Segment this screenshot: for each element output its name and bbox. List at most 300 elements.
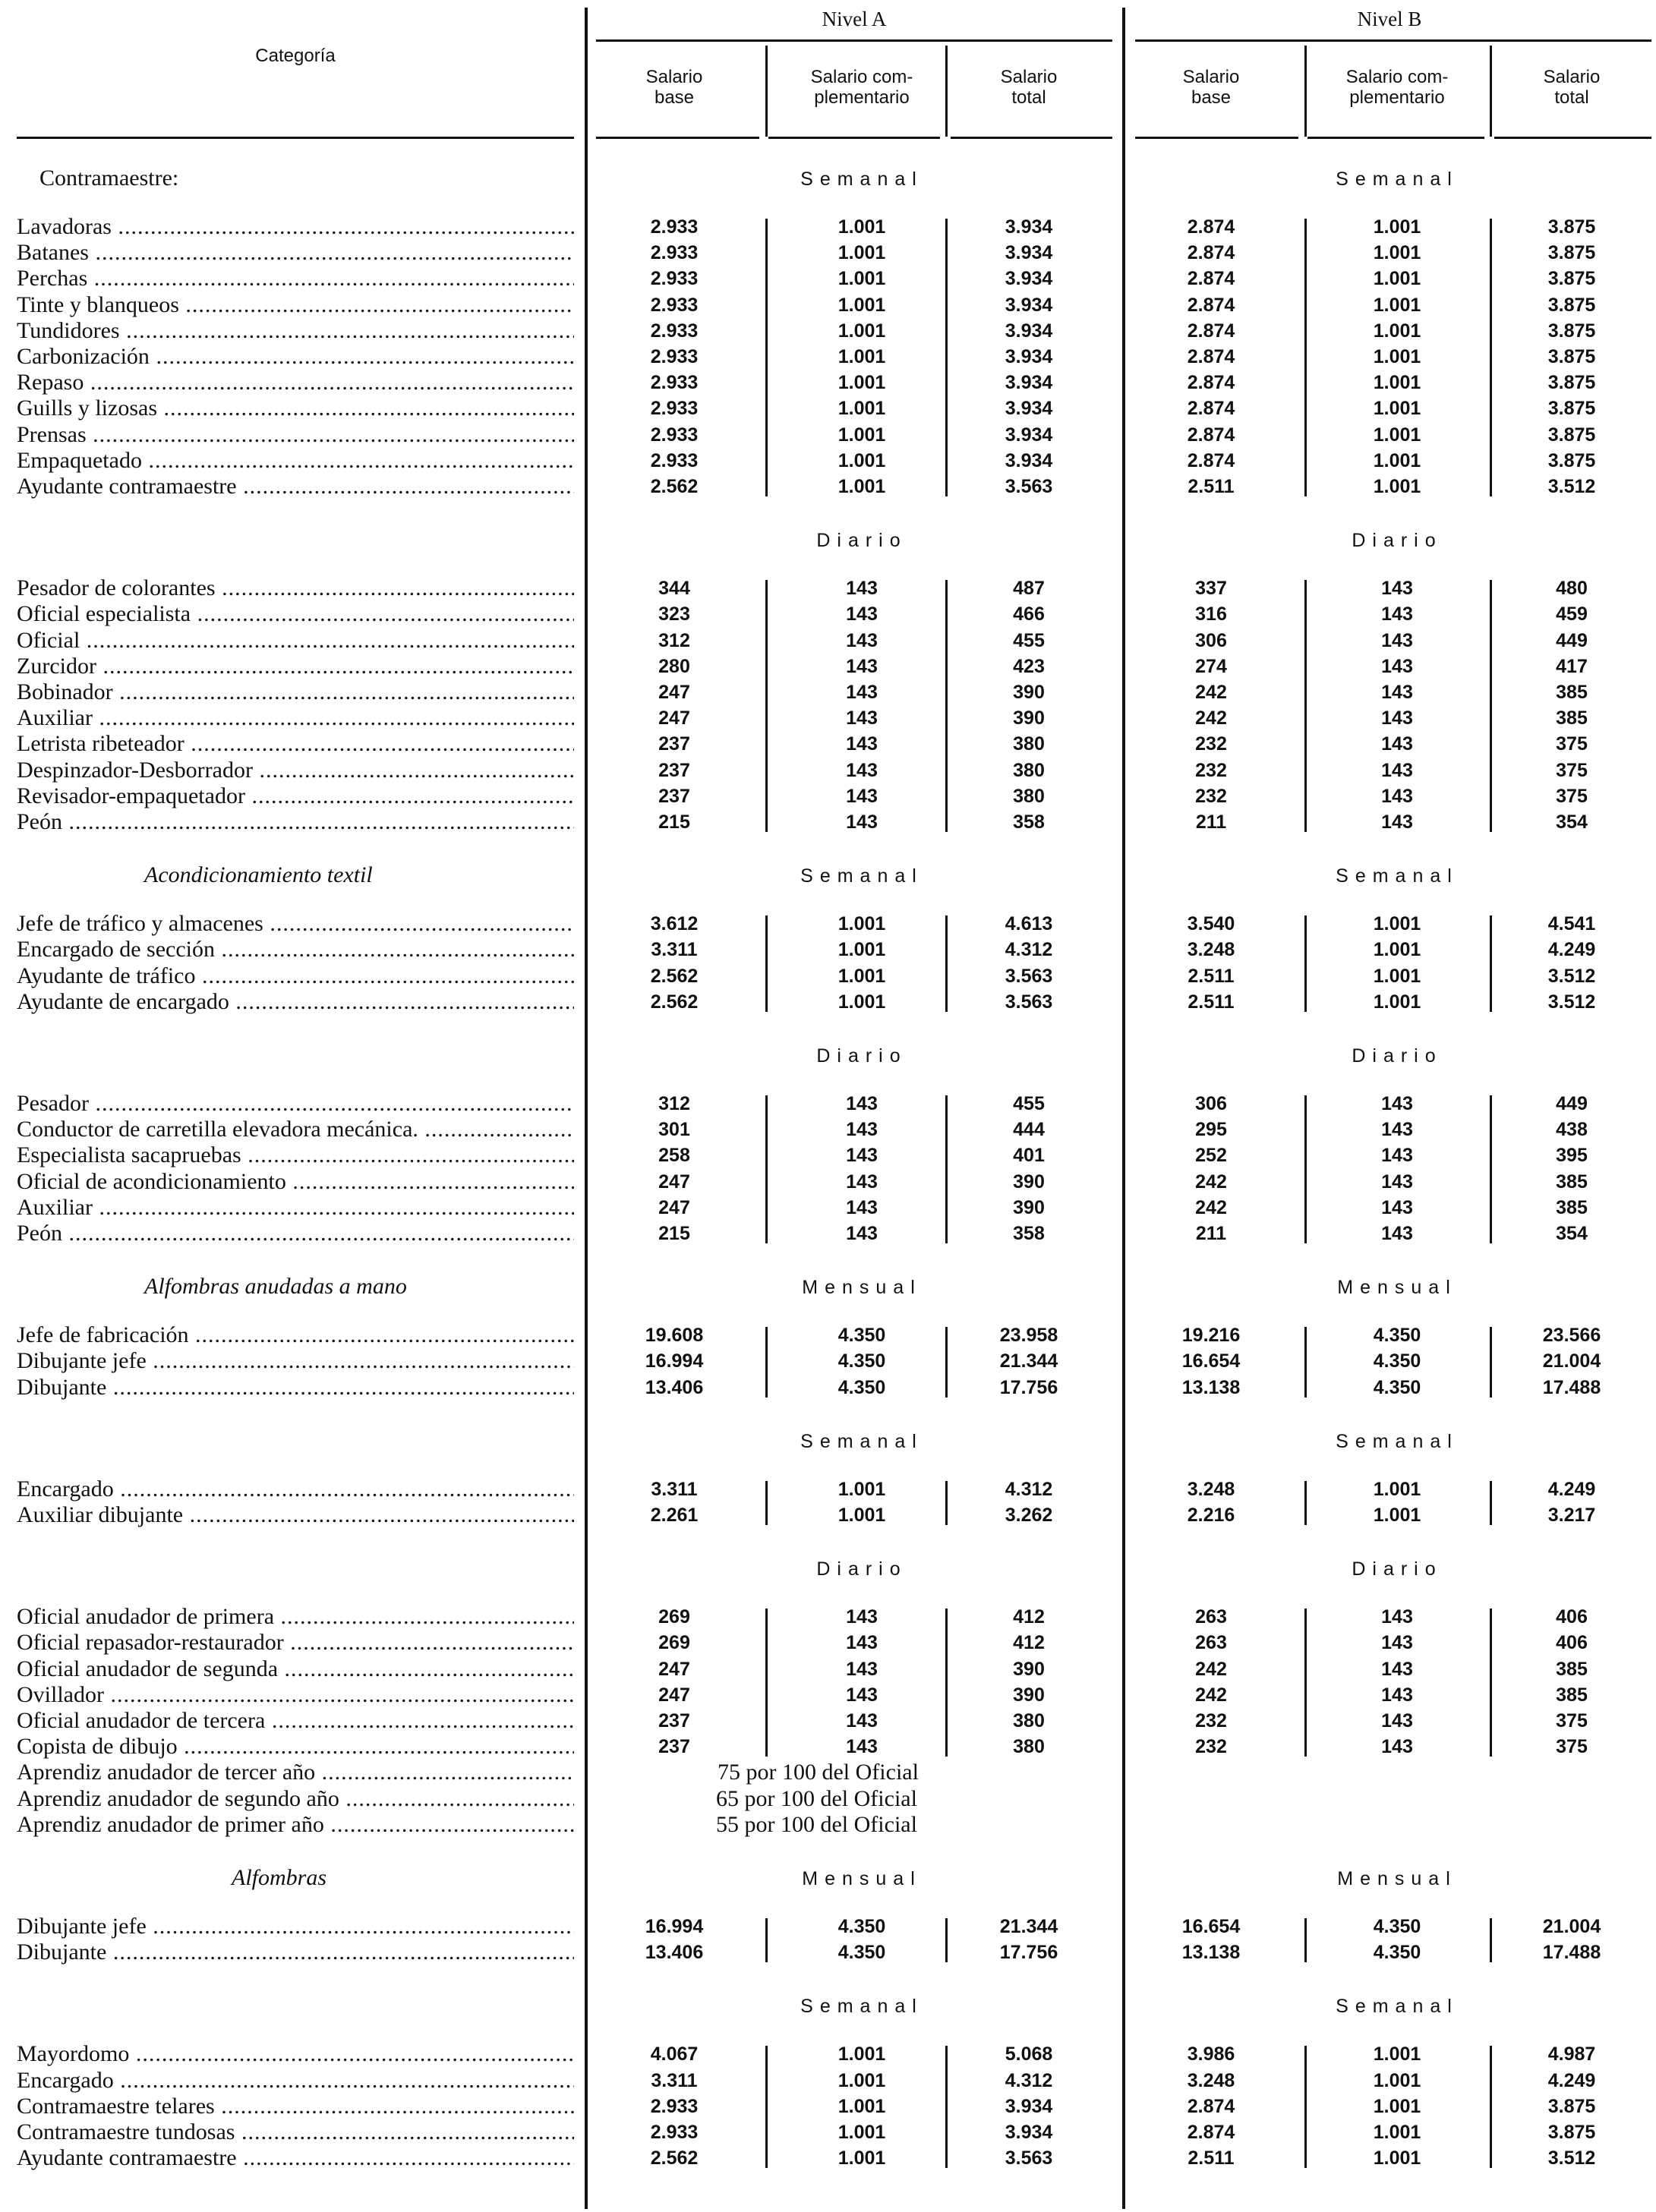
salary-value: 242 [1195,682,1227,703]
salary-value: 354 [1556,811,1588,833]
salary-value: 4.312 [1005,939,1053,961]
salary-value: 16.654 [1181,1350,1241,1372]
salary-value: 17.756 [999,1376,1058,1398]
salary-value: 143 [846,1223,878,1244]
period-label-nivel-a: Mensual [802,1277,922,1299]
salary-value: 2.874 [1187,346,1235,367]
category-label: Repaso ..... [17,370,574,395]
salary-value: 1.001 [837,2147,886,2169]
salary-value: 143 [846,1658,878,1680]
salary-value: 2.874 [1187,424,1235,446]
salary-value: 2.933 [650,320,699,342]
salary-value: 1.001 [1373,242,1421,264]
salary-value: 1.001 [837,294,886,316]
category-label: Jefe de fabricación ..... [17,1322,574,1348]
salary-value: 13.406 [645,1942,704,1964]
salary-value: 1.001 [837,2095,886,2117]
header-bottom-rule-2 [951,137,1112,139]
salary-value: 2.933 [650,216,699,238]
header-bottom-rule-0 [596,137,759,139]
category-label: Ayudante de tráfico ..... [17,963,574,989]
salary-value: 3.934 [1005,242,1053,264]
salary-value: 1.001 [837,965,886,987]
salary-value: 295 [1195,1119,1227,1141]
salary-value: 1.001 [1373,2095,1421,2117]
salary-value: 143 [1381,629,1413,651]
salary-value: 3.875 [1547,2122,1596,2143]
salary-value: 3.875 [1547,449,1596,471]
salary-value: 143 [1381,655,1413,677]
salary-value: 3.512 [1547,991,1596,1013]
categoria-header: Categoría [255,46,336,66]
salary-value: 232 [1195,785,1227,807]
column-divider [945,915,948,1012]
salary-value: 385 [1556,1171,1588,1193]
salary-value: 375 [1556,1736,1588,1758]
period-label-nivel-a: Semanal [800,1996,923,2018]
column-divider [945,219,948,496]
header-bottom-rule-1 [768,137,940,139]
apprentice-label: Aprendiz anudador de primer año ..... [17,1812,574,1838]
category-label: Prensas ..... [17,422,574,448]
salary-value: 2.562 [650,476,699,497]
salary-value: 3.248 [1187,1478,1235,1500]
salary-value: 3.875 [1547,320,1596,342]
salary-value: 380 [1013,1710,1045,1731]
salary-value: 274 [1195,655,1227,677]
column-divider [1490,1481,1492,1525]
salary-value: 412 [1013,1632,1045,1654]
column-divider [945,1327,948,1397]
salary-value: 143 [846,1684,878,1706]
salary-value: 358 [1013,1223,1045,1244]
column-divider [765,1918,768,1962]
salary-value: 380 [1013,1736,1045,1758]
column-divider [765,1095,768,1243]
salary-value: 1.001 [837,2043,886,2065]
salary-value: 21.004 [1542,1350,1601,1372]
salary-value: 1.001 [837,2069,886,2091]
salary-value: 143 [1381,1606,1413,1628]
salary-value: 143 [1381,1196,1413,1218]
salary-value: 375 [1556,733,1588,755]
salary-value: 143 [1381,1736,1413,1758]
category-label: Revisador-empaquetador ..... [17,783,574,809]
salary-value: 232 [1195,733,1227,755]
salary-value: 4.350 [837,1916,886,1937]
salary-value: 449 [1556,629,1588,651]
category-label: Oficial anudador de tercera ..... [17,1708,574,1734]
salary-value: 390 [1013,1171,1045,1193]
salary-value: 3.934 [1005,398,1053,420]
salary-value: 17.488 [1542,1376,1601,1398]
column-divider [1490,1918,1492,1962]
salary-value: 232 [1195,1710,1227,1731]
salary-value: 1.001 [837,913,886,935]
column-divider [1304,915,1307,1012]
category-label: Perchas ..... [17,266,574,291]
salary-value: 3.512 [1547,965,1596,987]
salary-value: 143 [846,629,878,651]
header-bottom-rule-4 [1307,137,1484,139]
salary-value: 143 [846,811,878,833]
salary-value: 143 [1381,1223,1413,1244]
salary-value: 390 [1013,682,1045,703]
salary-value: 406 [1556,1632,1588,1654]
salary-value: 337 [1195,578,1227,600]
salary-value: 1.001 [1373,2069,1421,2091]
nivel-b-salario-complementario-header: Salario com- plementario [1345,67,1449,108]
salary-value: 2.874 [1187,449,1235,471]
salary-value: 3.311 [651,1478,698,1500]
salary-value: 237 [658,1736,690,1758]
category-label: Auxiliar ..... [17,705,574,731]
category-label: Oficial repasador-restaurador ..... [17,1630,574,1656]
salary-value: 1.001 [837,449,886,471]
salary-value: 211 [1195,811,1227,833]
salary-value: 1.001 [1373,2147,1421,2169]
salary-value: 306 [1195,1093,1227,1114]
salary-value: 1.001 [1373,268,1421,290]
salary-value: 23.958 [999,1325,1058,1347]
category-label: Empaquetado ..... [17,448,574,474]
category-label: Zurcidor ..... [17,654,574,679]
salary-value: 242 [1195,707,1227,729]
category-label: Pesador ..... [17,1091,574,1117]
salary-value: 1.001 [1373,449,1421,471]
salary-value: 1.001 [1373,1505,1421,1526]
salary-value: 143 [1381,1632,1413,1654]
period-label-nivel-b: Semanal [1336,169,1459,190]
salary-value: 143 [1381,1710,1413,1731]
salary-value: 3.934 [1005,320,1053,342]
category-label: Peón ..... [17,1221,574,1246]
salary-value: 242 [1195,1684,1227,1706]
nivel-a-rule [596,39,1112,42]
category-label: Copista de dibujo ..... [17,1734,574,1760]
salary-value: 385 [1556,1658,1588,1680]
salary-value: 438 [1556,1119,1588,1141]
salary-value: 312 [658,629,690,651]
salary-value: 395 [1556,1145,1588,1167]
salary-value: 237 [658,1710,690,1731]
salary-value: 3.311 [651,2069,698,2091]
column-divider [765,1327,768,1397]
salary-value: 143 [846,1606,878,1628]
salary-value: 3.875 [1547,268,1596,290]
salary-value: 211 [1195,1223,1227,1244]
salary-value: 4.350 [837,1325,886,1347]
salary-value: 143 [1381,1119,1413,1141]
salary-value: 1.001 [837,2122,886,2143]
column-divider [1304,1481,1307,1525]
salary-value: 2.933 [650,2095,699,2117]
salary-value: 1.001 [837,216,886,238]
salary-value: 143 [846,759,878,781]
salary-value: 13.138 [1181,1376,1241,1398]
salary-value: 390 [1013,1658,1045,1680]
salary-value: 4.987 [1547,2043,1596,2065]
nivel-a-salario-complementario-header: Salario com- plementario [810,67,913,108]
category-label: Oficial anudador de segunda ..... [17,1656,574,1682]
salary-value: 3.934 [1005,449,1053,471]
salary-value: 2.562 [650,2147,699,2169]
apprentice-percentage: 75 por 100 del Oficial [718,1760,919,1785]
salary-value: 143 [1381,682,1413,703]
category-label: Mayordomo ..... [17,2041,574,2067]
salary-value: 3.612 [650,913,699,935]
category-label: Carbonización ..... [17,344,574,370]
column-divider [1304,219,1307,496]
salary-value: 16.654 [1181,1916,1241,1937]
column-divider [945,580,948,832]
salary-value: 385 [1556,682,1588,703]
salary-value: 2.874 [1187,216,1235,238]
column-divider [1304,1095,1307,1243]
header-bottom-rule-categoria [17,137,574,139]
salary-value: 312 [658,1093,690,1114]
column-divider [1304,1327,1307,1397]
category-label: Despinzador-Desborrador ..... [17,758,574,783]
column-divider [765,915,768,1012]
salary-value: 459 [1556,603,1588,625]
salary-value: 5.068 [1005,2043,1053,2065]
salary-value: 1.001 [1373,320,1421,342]
salary-value: 375 [1556,785,1588,807]
salary-value: 2.933 [650,2122,699,2143]
salary-value: 143 [846,1710,878,1731]
salary-value: 2.933 [650,242,699,264]
salary-value: 380 [1013,759,1045,781]
salary-value: 143 [1381,578,1413,600]
category-label: Oficial ..... [17,628,574,654]
category-label: Tinte y blanqueos ..... [17,292,574,318]
salary-value: 143 [846,1196,878,1218]
salary-value: 1.001 [1373,294,1421,316]
salary-value: 417 [1556,655,1588,677]
salary-value: 269 [658,1632,690,1654]
salary-value: 242 [1195,1196,1227,1218]
salary-value: 2.261 [650,1505,699,1526]
section-title: Acondicionamiento textil [144,862,373,888]
salary-value: 375 [1556,759,1588,781]
salary-value: 143 [846,733,878,755]
salary-value: 1.001 [837,346,886,367]
category-label: Conductor de carretilla elevadora mecánica. ..... [17,1117,574,1142]
salary-value: 247 [658,1658,690,1680]
salary-value: 3.934 [1005,346,1053,367]
salary-value: 1.001 [837,939,886,961]
category-label: Guills y lizosas ..... [17,395,574,421]
salary-value: 1.001 [1373,398,1421,420]
salary-value: 1.001 [1373,346,1421,367]
salary-value: 4.541 [1547,913,1596,935]
salary-value: 3.875 [1547,216,1596,238]
column-divider [1490,580,1492,832]
salary-value: 4.350 [1373,1325,1421,1347]
column-divider [1304,1918,1307,1962]
salary-value: 2.874 [1187,294,1235,316]
salary-value: 316 [1195,603,1227,625]
category-label: Oficial especialista ..... [17,601,574,627]
salary-value: 1.001 [1373,939,1421,961]
salary-value: 2.511 [1188,965,1235,987]
salary-value: 2.933 [650,398,699,420]
salary-value: 1.001 [837,268,886,290]
level-divider [1122,8,1125,2209]
period-label-nivel-b: Mensual [1337,1277,1457,1299]
salary-value: 3.512 [1547,476,1596,497]
salary-value: 280 [658,655,690,677]
salary-value: 1.001 [1373,2122,1421,2143]
salary-value: 143 [846,682,878,703]
salary-value: 1.001 [837,398,886,420]
salary-value: 1.001 [837,372,886,394]
nivel-a-salario-base-header: Salario base [645,67,703,108]
salary-value: 143 [1381,785,1413,807]
salary-value: 3.540 [1187,913,1235,935]
salary-value: 3.262 [1005,1505,1053,1526]
period-label-nivel-a: Diario [816,530,907,552]
salary-value: 4.067 [650,2043,699,2065]
column-divider [1304,1609,1307,1757]
salary-value: 13.406 [645,1376,704,1398]
category-label: Tundidores ..... [17,318,574,344]
salary-value: 390 [1013,1684,1045,1706]
salary-value: 13.138 [1181,1942,1241,1964]
salary-value: 4.350 [837,1942,886,1964]
column-divider [1304,580,1307,832]
header-col-divider-0 [765,46,768,137]
salary-value: 390 [1013,1196,1045,1218]
category-label: Dibujante ..... [17,1939,574,1965]
salary-value: 2.511 [1188,476,1235,497]
period-label-nivel-b: Diario [1352,1558,1443,1580]
salary-value: 2.874 [1187,2122,1235,2143]
salary-value: 3.563 [1005,476,1053,497]
nivel-b-rule [1135,39,1651,42]
salary-value: 16.994 [645,1916,704,1937]
salary-value: 4.613 [1005,913,1053,935]
category-label: Lavadoras ..... [17,214,574,240]
salary-value: 390 [1013,707,1045,729]
column-divider [765,1609,768,1757]
salary-value: 2.874 [1187,320,1235,342]
salary-value: 1.001 [837,320,886,342]
column-divider [765,580,768,832]
salary-value: 143 [846,707,878,729]
salary-value: 215 [658,1223,690,1244]
period-label-nivel-a: Diario [816,1045,907,1067]
salary-value: 269 [658,1606,690,1628]
section-title: Alfombras anudadas a mano [144,1274,407,1300]
salary-value: 449 [1556,1093,1588,1114]
salary-value: 4.312 [1005,2069,1053,2091]
salary-value: 143 [1381,759,1413,781]
column-divider [1490,219,1492,496]
salary-value: 344 [658,578,690,600]
salary-value: 2.933 [650,424,699,446]
salary-value: 2.933 [650,268,699,290]
salary-value: 487 [1013,578,1045,600]
salary-value: 1.001 [1373,216,1421,238]
salary-value: 3.986 [1187,2043,1235,2065]
column-divider [1490,2046,1492,2168]
salary-value: 21.344 [999,1350,1058,1372]
salary-value: 2.933 [650,294,699,316]
salary-value: 143 [1381,811,1413,833]
category-label: Encargado de sección ..... [17,937,574,963]
salary-value: 1.001 [1373,2043,1421,2065]
column-divider [1304,2046,1307,2168]
salary-value: 1.001 [1373,913,1421,935]
salary-value: 3.248 [1187,2069,1235,2091]
salary-value: 247 [658,707,690,729]
salary-value: 4.350 [837,1376,886,1398]
salary-value: 385 [1556,1196,1588,1218]
category-label: Auxiliar ..... [17,1195,574,1221]
salary-value: 143 [1381,603,1413,625]
salary-value: 263 [1195,1632,1227,1654]
salary-value: 143 [1381,1171,1413,1193]
salary-value: 3.563 [1005,991,1053,1013]
salary-value: 143 [1381,1093,1413,1114]
category-label: Ayudante contramaestre ..... [17,2145,574,2171]
salary-value: 1.001 [1373,965,1421,987]
period-label-nivel-a: Diario [816,1558,907,1580]
salary-value: 375 [1556,1710,1588,1731]
salary-value: 2.562 [650,965,699,987]
salary-value: 1.001 [837,424,886,446]
category-label: Letrista ribeteador ..... [17,731,574,757]
salary-value: 455 [1013,1093,1045,1114]
salary-value: 263 [1195,1606,1227,1628]
salary-value: 323 [658,603,690,625]
salary-value: 3.934 [1005,2095,1053,2117]
salary-value: 2.874 [1187,372,1235,394]
column-divider [1490,1609,1492,1757]
salary-value: 3.875 [1547,2095,1596,2117]
period-label-nivel-a: Semanal [800,169,923,190]
period-label-nivel-b: Semanal [1336,865,1459,887]
salary-value: 2.874 [1187,242,1235,264]
salary-value: 4.312 [1005,1478,1053,1500]
salary-value: 242 [1195,1658,1227,1680]
salary-value: 2.216 [1187,1505,1235,1526]
salary-value: 232 [1195,759,1227,781]
salary-value: 3.875 [1547,242,1596,264]
salary-value: 466 [1013,603,1045,625]
section-title: Contramaestre: [39,165,179,191]
column-divider [1490,1095,1492,1243]
salary-value: 215 [658,811,690,833]
nivel-b-salario-total-header: Salario total [1543,67,1601,108]
category-label: Contramaestre tundosas ..... [17,2119,574,2145]
salary-value: 143 [846,1093,878,1114]
salary-value: 4.249 [1547,2069,1596,2091]
category-label: Pesador de colorantes ..... [17,575,574,601]
salary-value: 247 [658,1684,690,1706]
salary-value: 423 [1013,655,1045,677]
column-divider [1490,915,1492,1012]
salary-value: 1.001 [1373,424,1421,446]
salary-value: 3.563 [1005,965,1053,987]
salary-value: 1.001 [1373,476,1421,497]
main-divider [585,8,588,2209]
salary-value: 1.001 [837,991,886,1013]
column-divider [1490,1327,1492,1397]
salary-value: 16.994 [645,1350,704,1372]
